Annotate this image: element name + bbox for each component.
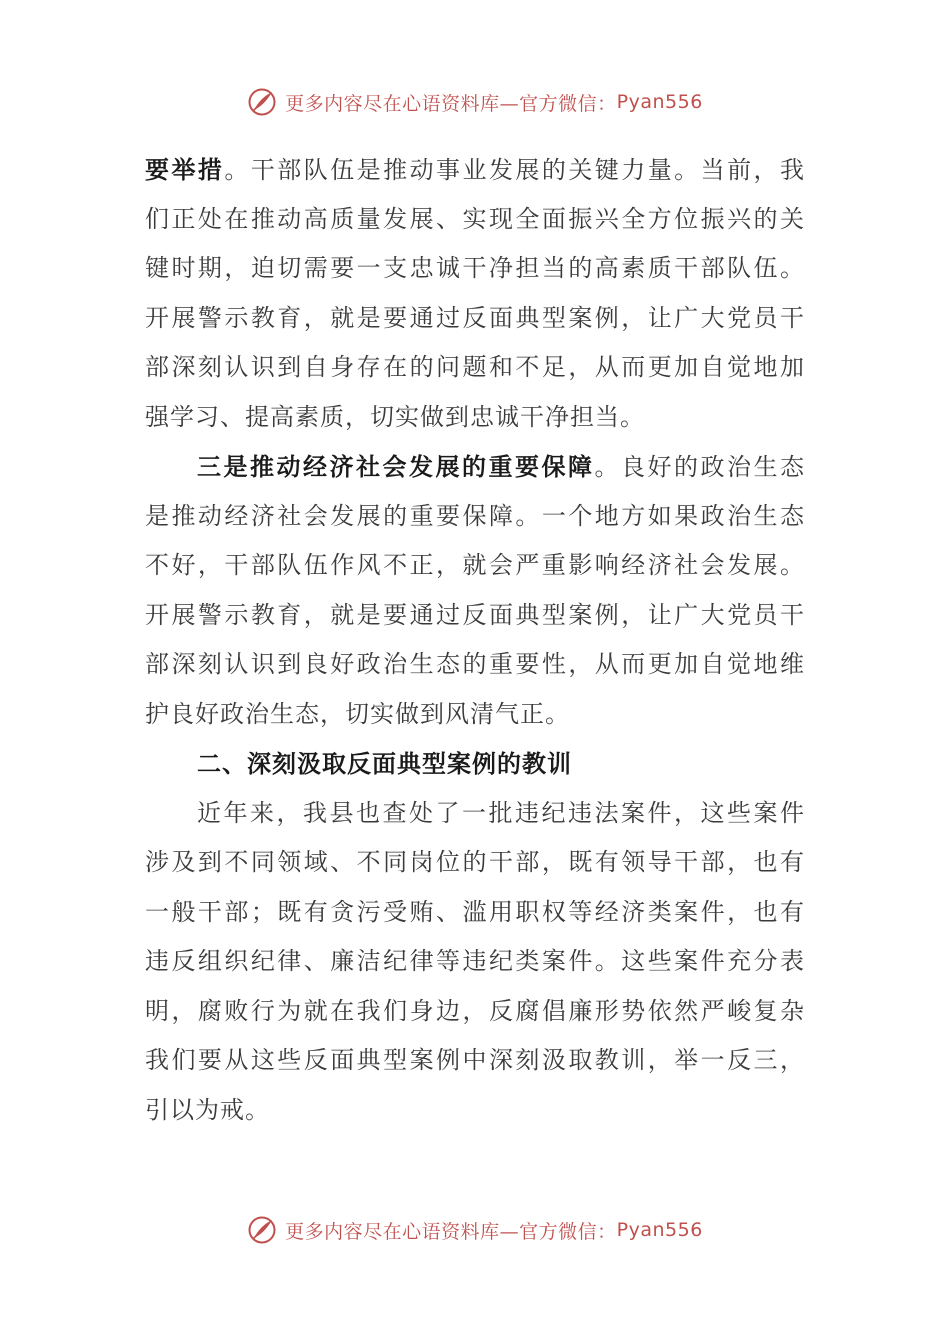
paragraph-line: 明，腐败行为就在我们身边，反腐倡廉形势依然严峻复杂 <box>145 996 805 1025</box>
bold-lead: 三是推动经济社会发展的重要保障 <box>197 452 595 481</box>
paragraph-line: 涉及到不同领域、不同岗位的干部，既有领导干部，也有 <box>145 848 805 876</box>
paragraph-line: 部深刻认识到自身存在的问题和不足，从而更加自觉地加 <box>145 353 805 381</box>
quill-logo-icon <box>247 87 277 117</box>
paragraph-line: 键时期，迫切需要一支忠诚干净担当的高素质干部队伍。 <box>145 254 805 282</box>
footer-watermark-banner <box>0 1210 950 1250</box>
bold-lead: 要举措 <box>145 155 225 184</box>
paragraph-line: 们正处在推动高质量发展、实现全面振兴全方位振兴的关 <box>145 204 805 233</box>
document-body <box>145 145 805 1135</box>
section-heading: 二、深刻汲取反面典型案例的教训 <box>197 749 572 778</box>
paragraph-line: 不好，干部队伍作风不正，就会严重影响经济社会发展。 <box>145 551 805 579</box>
banner-wechat-id: Pyan556 <box>616 1219 703 1241</box>
paragraph-line: 强学习、提高素质，切实做到忠诚干净担当。 <box>145 402 645 431</box>
text-span: 。干部队伍是推动事业发展的关键力量。当前，我 <box>224 156 805 184</box>
paragraph-line: 一般干部；既有贪污受贿、滥用职权等经济类案件，也有 <box>145 897 805 926</box>
paragraph-line: 护良好政治生态，切实做到风清气正。 <box>145 699 570 728</box>
paragraph-line <box>145 145 805 195</box>
paragraph-line: 部深刻认识到良好政治生态的重要性，从而更加自觉地维 <box>145 650 805 678</box>
paragraph-line: 我们要从这些反面典型案例中深刻汲取教训，举一反三， <box>145 1046 805 1074</box>
banner-text: 更多内容尽在心语资料库—官方微信： <box>285 1220 617 1243</box>
paragraph-line: 违反组织纪律、廉洁纪律等违纪类案件。这些案件充分表 <box>145 947 805 975</box>
paragraph-line: 开展警示教育，就是要通过反面典型案例，让广大党员干 <box>145 303 805 332</box>
paragraph-line: 是推动经济社会发展的重要保障。一个地方如果政治生态 <box>145 501 805 530</box>
paragraph-line <box>145 442 805 492</box>
paragraph-line: 开展警示教育，就是要通过反面典型案例，让广大党员干 <box>145 600 805 629</box>
text-span: 。良好的政治生态 <box>594 453 805 481</box>
header-watermark-banner <box>0 82 950 122</box>
quill-logo-icon <box>247 1215 277 1245</box>
banner-text: 更多内容尽在心语资料库—官方微信： <box>285 92 617 115</box>
paragraph-line: 近年来，我县也查处了一批违纪违法案件，这些案件 <box>197 798 805 827</box>
paragraph-line: 引以为戒。 <box>145 1095 270 1124</box>
banner-wechat-id: Pyan556 <box>616 91 703 113</box>
